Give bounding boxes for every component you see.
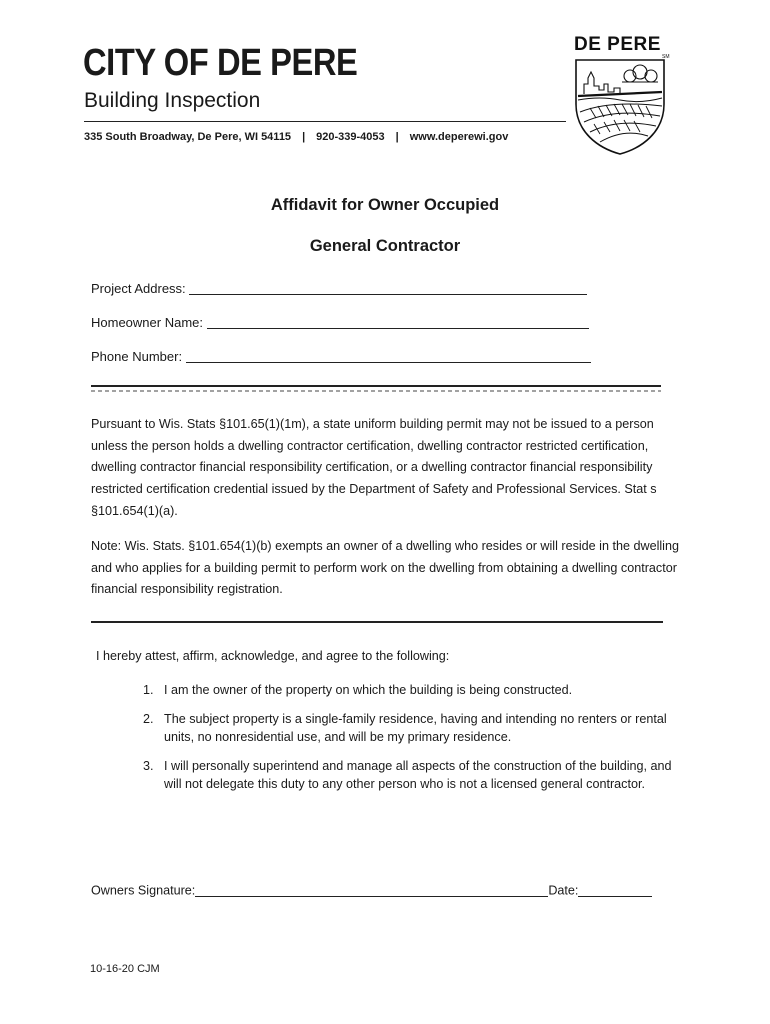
phone-number-input[interactable] [186, 348, 591, 363]
homeowner-name-field [91, 314, 589, 329]
project-address-label: Project Address: [91, 281, 186, 296]
contact-address: 335 South Broadway, De Pere, WI 54115 [84, 131, 292, 143]
date-label: Date: [548, 883, 579, 898]
signature-row [91, 882, 652, 897]
list-text: I am the owner of the property on which the building is being constructed. [164, 683, 573, 697]
list-number: 2. [143, 712, 154, 726]
phone-number-field [91, 348, 591, 363]
revision-code: 10-16-20 CJM [90, 963, 160, 975]
list-number: 1. [143, 683, 154, 697]
form-subtitle: General Contractor [309, 237, 461, 255]
contact-line [84, 132, 508, 143]
list-item [143, 681, 673, 699]
date-input[interactable] [578, 882, 652, 897]
list-item [143, 757, 673, 793]
svg-text:SM: SM [662, 54, 670, 60]
project-address-field [91, 280, 587, 295]
section-divider [91, 382, 661, 394]
list-text: I will personally superintend and manage all aspects of the construction of the building, and will not delegate this duty to any other person who is not a licensed general contractor. [164, 759, 672, 791]
homeowner-name-label: Homeowner Name: [91, 315, 203, 330]
list-number: 3. [143, 759, 154, 773]
contact-phone: 920-339-4053 [316, 131, 385, 143]
svg-text:DE PERE: DE PERE [574, 34, 661, 55]
attest-intro: I hereby attest, affirm, acknowledge, and agree to the following: [96, 649, 450, 663]
city-title: CITY OF DE PERE [83, 42, 358, 84]
statute-paragraph: Pursuant to Wis. Stats §101.65(1)(1m), a state uniform building permit may not be issued to a person unless the person holds a dwelling contractor certification, dwelling contractor restricted certification, dwelling contractor financial responsibility certification, or a dwelling contractor financial responsibility restricted certification credential issued by the Department of Safety and Professional Services. Stat s §101.654(1)(a). [91, 417, 657, 518]
homeowner-name-input[interactable] [207, 314, 589, 329]
contact-separator: | [395, 131, 399, 143]
owner-signature-input[interactable] [195, 882, 548, 897]
header-divider [84, 121, 566, 122]
project-address-input[interactable] [189, 280, 587, 295]
exemption-note: Note: Wis. Stats. §101.654(1)(b) exempts an owner of a dwelling who resides or will reside in the dwelling and who applies for a building permit to perform work on the dwelling from obtaining a dwelling contractor financial responsibility registration. [91, 539, 679, 597]
list-item [143, 710, 673, 746]
section-divider [91, 621, 663, 623]
contact-website: www.deperewi.gov [409, 131, 509, 143]
owner-signature-label: Owners Signature: [91, 883, 196, 898]
list-text: The subject property is a single-family residence, having and intending no renters or rental units, no nonresidential use, and will be my primary residence. [164, 712, 667, 744]
department-name: Building Inspection [84, 89, 261, 112]
phone-number-label: Phone Number: [91, 349, 183, 364]
form-title: Affidavit for Owner Occupied [270, 196, 500, 214]
de-pere-logo [570, 32, 670, 157]
attestation-list [143, 681, 673, 804]
contact-separator: | [302, 131, 306, 143]
